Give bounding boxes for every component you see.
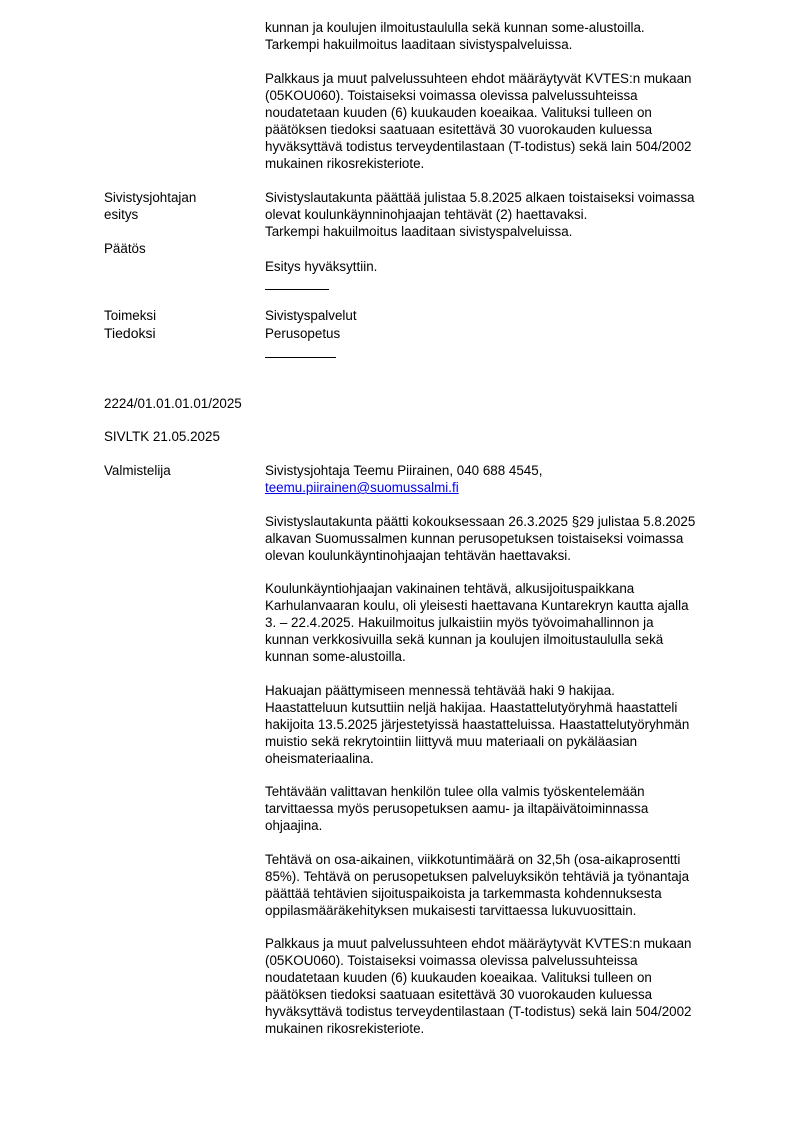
text-line: Tehtävään valittavan henkilön tulee olla valmis työskentelemään [265, 784, 645, 799]
preparer-email-link[interactable]: teemu.piirainen@suomussalmi.fi [265, 480, 459, 495]
text-line: 85%). Tehtävä on perusopetuksen palveluyksikön tehtäviä ja työnantaja [265, 869, 690, 884]
text-line: olevan koulunkäyntinohjaajan tehtävän haettavaksi. [265, 548, 571, 563]
text-line: oppilasmääräkehityksen mukaisesti tarvittaessa lukuvuosittain. [265, 903, 637, 918]
text-line: tarvittaessa myös perusopetuksen aamu- ja iltapäivätoiminnassa [265, 801, 649, 816]
text-line: mukainen rikosrekisteriote. [265, 156, 425, 171]
text-line: päätöksen tiedoksi saatuaan esitettävä 30 vuorokauden kuluessa [265, 122, 653, 137]
decision-label: Päätös [104, 241, 146, 256]
text-line: päättää tehtävien sijoituspaikoista ja tarkemmasta kohdennuksesta [265, 886, 662, 901]
decision-text: Esitys hyväksyttiin. [265, 259, 378, 274]
text-line: (05KOU060). Toistaiseksi voimassa olevissa palvelussuhteissa [265, 88, 638, 103]
text-line: 3. – 22.4.2025. Hakuilmoitus julkaistiin myös työvoimahallinnon ja [265, 615, 654, 630]
text-line: Hakuajan päättymiseen mennessä tehtävää haki 9 hakijaa. [265, 683, 615, 698]
text-line: noudatetaan kuuden (6) kuukauden koeaikaa. Valituksi tulleen on [265, 105, 652, 120]
text-line: Sivistyslautakunta päättää julistaa 5.8.2025 alkaen toistaiseksi voimassa [265, 190, 695, 205]
text-line: kunnan ja koulujen ilmoitustaululla sekä kunnan some-alustoilla. [265, 20, 645, 35]
info-label: Tiedoksi [104, 325, 156, 341]
separator-line [265, 357, 336, 358]
text-line: Tehtävä on osa-aikainen, viikkotuntimäärä on 32,5h (osa-aikaprosentti [265, 852, 681, 867]
text-line: Palkkaus ja muut palvelussuhteen ehdot määräytyvät KVTES:n mukaan [265, 71, 692, 86]
text-line: kunnan verkkosivuilla sekä kunnan ja koulujen ilmoitustaululla sekä [265, 632, 664, 647]
text-line: Tarkempi hakuilmoitus laaditaan sivistyspalveluissa. [265, 224, 573, 239]
separator-line [265, 289, 329, 290]
text-line: ohjaajina. [265, 818, 323, 833]
text-line: päätöksen tiedoksi saatuaan esitettävä 30 vuorokauden kuluessa [265, 987, 653, 1002]
text-line: noudatetaan kuuden (6) kuukauden koeaikaa. Valituksi tulleen on [265, 970, 652, 985]
meeting-reference: SIVLTK 21.05.2025 [104, 429, 220, 444]
text-line: hyväksyttävä todistus terveydentilastaan (T-todistus) sekä lain 504/2002 [265, 139, 692, 154]
action-label: Toimeksi [104, 308, 157, 323]
preparer-name: Sivistysjohtaja Teemu Piirainen, 040 688 4545, [265, 463, 543, 478]
text-line: alkavan Suomussalmen kunnan perusopetuksen toistaiseksi voimassa [265, 531, 684, 546]
text-line: olevat koulunkäynninohjaajan tehtävät (2) haettavaksi. [265, 207, 588, 222]
text-line: Koulunkäyntiohjaajan vakinainen tehtävä, alkusijoituspaikkana [265, 581, 635, 596]
text-line: Tarkempi hakuilmoitus laaditaan sivistyspalveluissa. [265, 37, 573, 52]
text-line: Palkkaus ja muut palvelussuhteen ehdot määräytyvät KVTES:n mukaan [265, 936, 692, 951]
preparer-label: Valmistelija [104, 463, 171, 478]
text-line: Sivistyslautakunta päätti kokouksessaan 26.3.2025 §29 julistaa 5.8.2025 [265, 514, 696, 529]
text-line: mukainen rikosrekisteriote. [265, 1021, 425, 1036]
text-line: Haastatteluun kutsuttiin neljä hakijaa. Haastattelutyöryhmä haastatteli [265, 700, 678, 715]
proposal-label: esitys [104, 207, 139, 222]
text-line: Karhulanvaaran koulu, oli yleisesti haettavana Kuntarekryn kautta ajalla [265, 598, 689, 613]
text-line: kunnan some-alustoilla. [265, 649, 406, 664]
case-number: 2224/01.01.01.01/2025 [104, 396, 242, 411]
text-line: (05KOU060). Toistaiseksi voimassa olevissa palvelussuhteissa [265, 953, 638, 968]
text-line: oheismateriaalina. [265, 751, 374, 766]
info-value: Perusopetus [265, 326, 341, 341]
action-value: Sivistyspalvelut [265, 308, 357, 323]
text-line: hyväksyttävä todistus terveydentilastaan (T-todistus) sekä lain 504/2002 [265, 1004, 692, 1019]
proposal-label: Sivistysjohtajan [104, 190, 197, 205]
text-line: muistio sekä rekrytointiin liittyvä muu materiaali on pykäläasian [265, 734, 638, 749]
text-line: hakijoita 13.5.2025 järjestetyissä haastatteluissa. Haastattelutyöryhmän [265, 717, 690, 732]
